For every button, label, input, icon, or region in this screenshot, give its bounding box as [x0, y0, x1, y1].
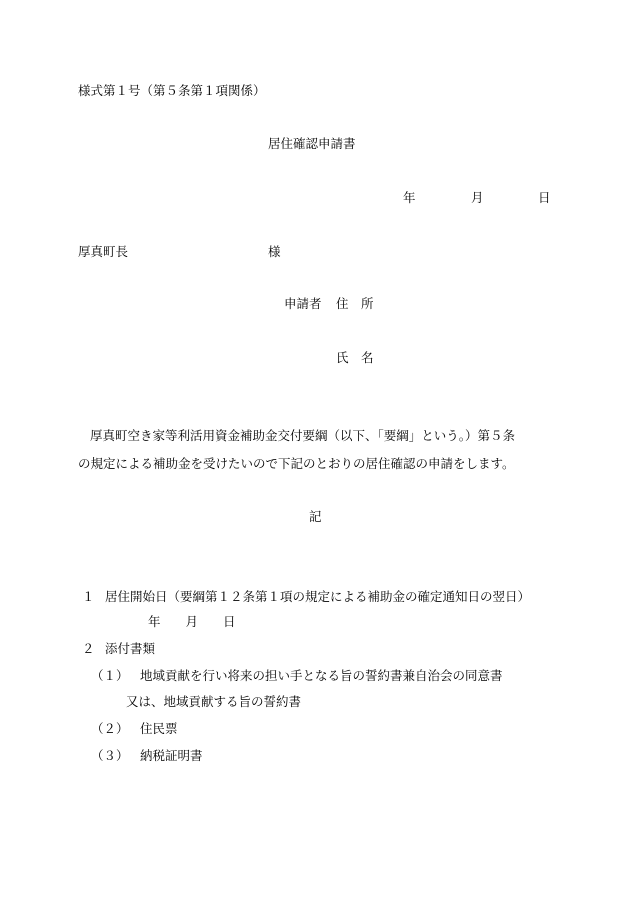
attachment-3-text: 納税証明書	[140, 748, 203, 763]
item-2-text: 添付書類	[105, 641, 156, 656]
date-month: 月	[471, 190, 484, 205]
applicant-label: 申請者	[284, 296, 322, 311]
attachment-1-text: 地域貢献を行い将来の担い手となる旨の誓約書兼自治会の同意書	[140, 668, 503, 683]
document-title: 居住確認申請書	[268, 136, 356, 151]
date-year: 年	[403, 190, 416, 205]
addressee-honorific: 様	[268, 244, 281, 259]
item-1-number: １	[82, 589, 95, 604]
form-number: 様式第１号（第５条第１項関係）	[78, 83, 266, 98]
attachment-1-continuation: 又は、地域貢献する旨の誓約書	[126, 694, 302, 709]
attachment-1-number: （１）	[91, 668, 129, 683]
addressee-name: 厚真町長	[78, 244, 129, 259]
ki-heading: 記	[309, 509, 322, 524]
date-day: 日	[538, 190, 551, 205]
applicant-address-label: 住 所	[336, 296, 374, 311]
attachment-2-text: 住民票	[140, 721, 178, 736]
item-2-number: ２	[82, 641, 95, 656]
body-line-2: の規定による補助金を受けたいので下記のとおりの居住確認の申請をします。	[78, 456, 515, 471]
item-1-date: 年 月 日	[148, 614, 236, 629]
attachment-2-number: （２）	[91, 721, 129, 736]
applicant-name-label: 氏 名	[336, 350, 374, 365]
attachment-3-number: （３）	[91, 748, 129, 763]
item-1-text: 居住開始日（要綱第１２条第１項の規定による補助金の確定通知日の翌日）	[105, 589, 531, 604]
body-line-1: 厚真町空き家等利活用資金補助金交付要綱（以下、「要綱」という。）第５条	[90, 428, 516, 443]
